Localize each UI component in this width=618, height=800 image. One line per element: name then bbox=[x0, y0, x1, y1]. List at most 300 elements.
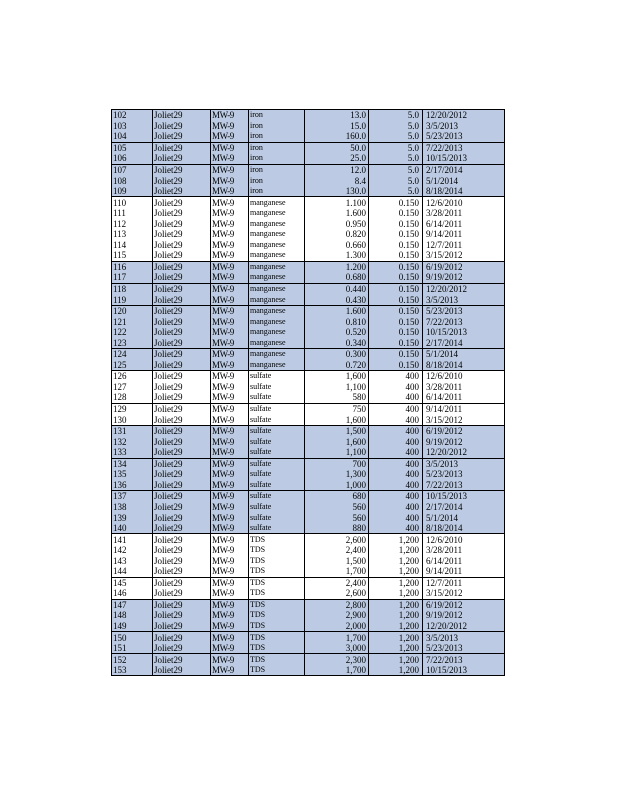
row-id-cell: 153 bbox=[112, 665, 153, 676]
standard-limit-cell: 1,200 bbox=[369, 665, 423, 676]
standard-limit-cell: 5.0 bbox=[369, 186, 423, 197]
result-value-cell: 12.0 bbox=[305, 164, 369, 175]
parameter-cell: TDS bbox=[249, 588, 305, 599]
standard-limit-cell: 0.150 bbox=[369, 360, 423, 371]
result-value-cell: 8.4 bbox=[305, 175, 369, 186]
sample-date-cell: 7/22/2013 bbox=[423, 316, 505, 327]
table-row bbox=[112, 121, 505, 132]
result-value-cell: 580 bbox=[305, 392, 369, 403]
table-row bbox=[112, 349, 505, 360]
well-cell: MW-9 bbox=[211, 337, 249, 348]
well-cell: MW-9 bbox=[211, 371, 249, 382]
sample-date-cell: 2/17/2014 bbox=[423, 337, 505, 348]
well-cell: MW-9 bbox=[211, 250, 249, 261]
parameter-cell: sulfate bbox=[249, 425, 305, 436]
result-value-cell: 15.0 bbox=[305, 121, 369, 132]
standard-limit-cell: 1,200 bbox=[369, 643, 423, 654]
standard-limit-cell: 1,200 bbox=[369, 577, 423, 588]
standard-limit-cell: 0.150 bbox=[369, 316, 423, 327]
row-id-cell: 130 bbox=[112, 414, 153, 425]
parameter-cell: sulfate bbox=[249, 469, 305, 480]
table-row bbox=[112, 164, 505, 175]
site-cell: Joliet29 bbox=[153, 425, 211, 436]
sample-date-cell: 12/7/2011 bbox=[423, 577, 505, 588]
well-cell: MW-9 bbox=[211, 480, 249, 491]
parameter-cell: TDS bbox=[249, 555, 305, 566]
result-value-cell: 0.440 bbox=[305, 283, 369, 294]
site-cell: Joliet29 bbox=[153, 250, 211, 261]
parameter-cell: sulfate bbox=[249, 502, 305, 513]
table-row bbox=[112, 502, 505, 513]
parameter-cell: manganese bbox=[249, 250, 305, 261]
table-row bbox=[112, 577, 505, 588]
standard-limit-cell: 1,200 bbox=[369, 654, 423, 665]
site-cell: Joliet29 bbox=[153, 218, 211, 229]
standard-limit-cell: 1,200 bbox=[369, 621, 423, 632]
site-cell: Joliet29 bbox=[153, 261, 211, 272]
table-row bbox=[112, 534, 505, 545]
sample-date-cell: 5/23/2013 bbox=[423, 305, 505, 316]
row-id-cell: 139 bbox=[112, 512, 153, 523]
result-value-cell: 2,400 bbox=[305, 545, 369, 556]
row-id-cell: 119 bbox=[112, 294, 153, 305]
standard-limit-cell: 0.150 bbox=[369, 208, 423, 219]
parameter-cell: sulfate bbox=[249, 447, 305, 458]
sample-date-cell: 3/5/2013 bbox=[423, 632, 505, 643]
sample-date-cell: 12/20/2012 bbox=[423, 447, 505, 458]
sample-date-cell: 3/28/2011 bbox=[423, 208, 505, 219]
site-cell: Joliet29 bbox=[153, 458, 211, 469]
row-id-cell: 103 bbox=[112, 121, 153, 132]
well-cell: MW-9 bbox=[211, 272, 249, 283]
result-value-cell: 2,400 bbox=[305, 577, 369, 588]
site-cell: Joliet29 bbox=[153, 349, 211, 360]
well-cell: MW-9 bbox=[211, 121, 249, 132]
sample-date-cell: 2/17/2014 bbox=[423, 502, 505, 513]
standard-limit-cell: 0.150 bbox=[369, 327, 423, 338]
sample-date-cell: 5/23/2013 bbox=[423, 131, 505, 142]
table-row bbox=[112, 621, 505, 632]
well-cell: MW-9 bbox=[211, 218, 249, 229]
site-cell: Joliet29 bbox=[153, 164, 211, 175]
row-id-cell: 146 bbox=[112, 588, 153, 599]
row-id-cell: 150 bbox=[112, 632, 153, 643]
sample-date-cell: 7/22/2013 bbox=[423, 654, 505, 665]
result-value-cell: 880 bbox=[305, 523, 369, 534]
site-cell: Joliet29 bbox=[153, 534, 211, 545]
well-cell: MW-9 bbox=[211, 447, 249, 458]
table-row bbox=[112, 327, 505, 338]
well-cell: MW-9 bbox=[211, 414, 249, 425]
sample-date-cell: 12/20/2012 bbox=[423, 283, 505, 294]
site-cell: Joliet29 bbox=[153, 131, 211, 142]
result-value-cell: 1,100 bbox=[305, 447, 369, 458]
site-cell: Joliet29 bbox=[153, 523, 211, 534]
table-row bbox=[112, 588, 505, 599]
well-cell: MW-9 bbox=[211, 643, 249, 654]
table-row bbox=[112, 250, 505, 261]
result-value-cell: 1.300 bbox=[305, 250, 369, 261]
sample-date-cell: 3/5/2013 bbox=[423, 121, 505, 132]
standard-limit-cell: 0.150 bbox=[369, 197, 423, 208]
parameter-cell: manganese bbox=[249, 305, 305, 316]
parameter-cell: manganese bbox=[249, 229, 305, 240]
sample-date-cell: 6/14/2011 bbox=[423, 555, 505, 566]
row-id-cell: 110 bbox=[112, 197, 153, 208]
site-cell: Joliet29 bbox=[153, 654, 211, 665]
standard-limit-cell: 1,200 bbox=[369, 534, 423, 545]
result-value-cell: 1,700 bbox=[305, 632, 369, 643]
table-row bbox=[112, 305, 505, 316]
standard-limit-cell: 400 bbox=[369, 371, 423, 382]
parameter-cell: sulfate bbox=[249, 512, 305, 523]
result-value-cell: 1.600 bbox=[305, 208, 369, 219]
table-row bbox=[112, 512, 505, 523]
standard-limit-cell: 400 bbox=[369, 392, 423, 403]
table-row bbox=[112, 469, 505, 480]
parameter-cell: manganese bbox=[249, 294, 305, 305]
table-row bbox=[112, 360, 505, 371]
site-cell: Joliet29 bbox=[153, 447, 211, 458]
row-id-cell: 145 bbox=[112, 577, 153, 588]
well-cell: MW-9 bbox=[211, 588, 249, 599]
standard-limit-cell: 400 bbox=[369, 447, 423, 458]
table-row bbox=[112, 491, 505, 502]
result-value-cell: 13.0 bbox=[305, 110, 369, 121]
site-cell: Joliet29 bbox=[153, 512, 211, 523]
table-row bbox=[112, 229, 505, 240]
result-value-cell: 1,300 bbox=[305, 469, 369, 480]
row-id-cell: 141 bbox=[112, 534, 153, 545]
parameter-cell: TDS bbox=[249, 599, 305, 610]
site-cell: Joliet29 bbox=[153, 545, 211, 556]
row-id-cell: 115 bbox=[112, 250, 153, 261]
result-value-cell: 2,300 bbox=[305, 654, 369, 665]
sample-date-cell: 6/19/2012 bbox=[423, 261, 505, 272]
parameter-cell: TDS bbox=[249, 654, 305, 665]
parameter-cell: manganese bbox=[249, 240, 305, 251]
sample-date-cell: 6/14/2011 bbox=[423, 392, 505, 403]
standard-limit-cell: 0.150 bbox=[369, 229, 423, 240]
well-cell: MW-9 bbox=[211, 512, 249, 523]
parameter-cell: manganese bbox=[249, 349, 305, 360]
well-cell: MW-9 bbox=[211, 305, 249, 316]
site-cell: Joliet29 bbox=[153, 610, 211, 621]
row-id-cell: 109 bbox=[112, 186, 153, 197]
well-cell: MW-9 bbox=[211, 197, 249, 208]
site-cell: Joliet29 bbox=[153, 121, 211, 132]
well-cell: MW-9 bbox=[211, 153, 249, 164]
well-cell: MW-9 bbox=[211, 491, 249, 502]
result-value-cell: 3,000 bbox=[305, 643, 369, 654]
table-row bbox=[112, 261, 505, 272]
table-row bbox=[112, 523, 505, 534]
well-cell: MW-9 bbox=[211, 610, 249, 621]
standard-limit-cell: 400 bbox=[369, 425, 423, 436]
parameter-cell: iron bbox=[249, 164, 305, 175]
row-id-cell: 106 bbox=[112, 153, 153, 164]
table-row bbox=[112, 283, 505, 294]
parameter-cell: TDS bbox=[249, 534, 305, 545]
result-value-cell: 1.600 bbox=[305, 305, 369, 316]
result-value-cell: 160.0 bbox=[305, 131, 369, 142]
parameter-cell: sulfate bbox=[249, 392, 305, 403]
row-id-cell: 142 bbox=[112, 545, 153, 556]
table-row bbox=[112, 403, 505, 414]
parameter-cell: manganese bbox=[249, 261, 305, 272]
parameter-cell: sulfate bbox=[249, 414, 305, 425]
site-cell: Joliet29 bbox=[153, 229, 211, 240]
standard-limit-cell: 1,200 bbox=[369, 632, 423, 643]
site-cell: Joliet29 bbox=[153, 588, 211, 599]
standard-limit-cell: 1,200 bbox=[369, 555, 423, 566]
sample-date-cell: 9/19/2012 bbox=[423, 436, 505, 447]
well-cell: MW-9 bbox=[211, 186, 249, 197]
sample-date-cell: 8/18/2014 bbox=[423, 523, 505, 534]
sample-date-cell: 10/15/2013 bbox=[423, 491, 505, 502]
standard-limit-cell: 400 bbox=[369, 458, 423, 469]
result-value-cell: 0.520 bbox=[305, 327, 369, 338]
row-id-cell: 131 bbox=[112, 425, 153, 436]
row-id-cell: 112 bbox=[112, 218, 153, 229]
result-value-cell: 0.300 bbox=[305, 349, 369, 360]
standard-limit-cell: 5.0 bbox=[369, 142, 423, 153]
sample-date-cell: 10/15/2013 bbox=[423, 153, 505, 164]
standard-limit-cell: 1,200 bbox=[369, 566, 423, 577]
well-cell: MW-9 bbox=[211, 469, 249, 480]
site-cell: Joliet29 bbox=[153, 240, 211, 251]
result-value-cell: 0.810 bbox=[305, 316, 369, 327]
parameter-cell: manganese bbox=[249, 316, 305, 327]
result-value-cell: 1,600 bbox=[305, 371, 369, 382]
sample-date-cell: 5/1/2014 bbox=[423, 175, 505, 186]
row-id-cell: 118 bbox=[112, 283, 153, 294]
sample-date-cell: 7/22/2013 bbox=[423, 142, 505, 153]
well-cell: MW-9 bbox=[211, 555, 249, 566]
table-row bbox=[112, 414, 505, 425]
parameter-cell: sulfate bbox=[249, 523, 305, 534]
well-cell: MW-9 bbox=[211, 349, 249, 360]
row-id-cell: 140 bbox=[112, 523, 153, 534]
sample-date-cell: 6/19/2012 bbox=[423, 599, 505, 610]
well-cell: MW-9 bbox=[211, 577, 249, 588]
row-id-cell: 129 bbox=[112, 403, 153, 414]
table-row bbox=[112, 110, 505, 121]
table-row bbox=[112, 316, 505, 327]
table-row bbox=[112, 153, 505, 164]
row-id-cell: 114 bbox=[112, 240, 153, 251]
result-value-cell: 1.100 bbox=[305, 197, 369, 208]
site-cell: Joliet29 bbox=[153, 480, 211, 491]
sample-date-cell: 9/19/2012 bbox=[423, 272, 505, 283]
site-cell: Joliet29 bbox=[153, 621, 211, 632]
table-row bbox=[112, 175, 505, 186]
row-id-cell: 144 bbox=[112, 566, 153, 577]
well-cell: MW-9 bbox=[211, 458, 249, 469]
table-row bbox=[112, 447, 505, 458]
result-value-cell: 1.200 bbox=[305, 261, 369, 272]
parameter-cell: manganese bbox=[249, 360, 305, 371]
well-cell: MW-9 bbox=[211, 175, 249, 186]
well-cell: MW-9 bbox=[211, 621, 249, 632]
standard-limit-cell: 5.0 bbox=[369, 153, 423, 164]
row-id-cell: 151 bbox=[112, 643, 153, 654]
standard-limit-cell: 0.150 bbox=[369, 294, 423, 305]
standard-limit-cell: 0.150 bbox=[369, 261, 423, 272]
table-row bbox=[112, 480, 505, 491]
row-id-cell: 134 bbox=[112, 458, 153, 469]
table-row bbox=[112, 186, 505, 197]
parameter-cell: iron bbox=[249, 142, 305, 153]
result-value-cell: 560 bbox=[305, 512, 369, 523]
standard-limit-cell: 400 bbox=[369, 512, 423, 523]
standard-limit-cell: 400 bbox=[369, 523, 423, 534]
sample-date-cell: 9/14/2011 bbox=[423, 403, 505, 414]
sample-date-cell: 3/5/2013 bbox=[423, 458, 505, 469]
parameter-cell: sulfate bbox=[249, 458, 305, 469]
row-id-cell: 121 bbox=[112, 316, 153, 327]
site-cell: Joliet29 bbox=[153, 599, 211, 610]
table-row bbox=[112, 566, 505, 577]
standard-limit-cell: 1,200 bbox=[369, 599, 423, 610]
sample-date-cell: 5/23/2013 bbox=[423, 643, 505, 654]
standard-limit-cell: 1,200 bbox=[369, 545, 423, 556]
parameter-cell: TDS bbox=[249, 665, 305, 676]
table-row bbox=[112, 272, 505, 283]
site-cell: Joliet29 bbox=[153, 360, 211, 371]
standard-limit-cell: 5.0 bbox=[369, 164, 423, 175]
parameter-cell: iron bbox=[249, 121, 305, 132]
result-value-cell: 2,000 bbox=[305, 621, 369, 632]
standard-limit-cell: 0.150 bbox=[369, 349, 423, 360]
sample-date-cell: 12/20/2012 bbox=[423, 621, 505, 632]
sample-date-cell: 5/1/2014 bbox=[423, 349, 505, 360]
table-row bbox=[112, 392, 505, 403]
standard-limit-cell: 5.0 bbox=[369, 121, 423, 132]
parameter-cell: sulfate bbox=[249, 382, 305, 393]
sample-date-cell: 10/15/2013 bbox=[423, 665, 505, 676]
site-cell: Joliet29 bbox=[153, 208, 211, 219]
row-id-cell: 126 bbox=[112, 371, 153, 382]
well-cell: MW-9 bbox=[211, 632, 249, 643]
result-value-cell: 0.950 bbox=[305, 218, 369, 229]
result-value-cell: 0.430 bbox=[305, 294, 369, 305]
table-row bbox=[112, 632, 505, 643]
table-row bbox=[112, 436, 505, 447]
result-value-cell: 0.820 bbox=[305, 229, 369, 240]
row-id-cell: 137 bbox=[112, 491, 153, 502]
result-value-cell: 1,000 bbox=[305, 480, 369, 491]
row-id-cell: 136 bbox=[112, 480, 153, 491]
sample-date-cell: 3/15/2012 bbox=[423, 414, 505, 425]
parameter-cell: manganese bbox=[249, 218, 305, 229]
row-id-cell: 132 bbox=[112, 436, 153, 447]
well-cell: MW-9 bbox=[211, 142, 249, 153]
table-row bbox=[112, 654, 505, 665]
sample-date-cell: 12/6/2010 bbox=[423, 534, 505, 545]
result-value-cell: 2,600 bbox=[305, 588, 369, 599]
site-cell: Joliet29 bbox=[153, 153, 211, 164]
parameter-cell: manganese bbox=[249, 283, 305, 294]
sample-date-cell: 9/19/2012 bbox=[423, 610, 505, 621]
row-id-cell: 152 bbox=[112, 654, 153, 665]
standard-limit-cell: 400 bbox=[369, 469, 423, 480]
result-value-cell: 680 bbox=[305, 491, 369, 502]
standard-limit-cell: 5.0 bbox=[369, 110, 423, 121]
standard-limit-cell: 400 bbox=[369, 491, 423, 502]
standard-limit-cell: 400 bbox=[369, 436, 423, 447]
well-cell: MW-9 bbox=[211, 566, 249, 577]
well-cell: MW-9 bbox=[211, 502, 249, 513]
table-row bbox=[112, 599, 505, 610]
sample-date-cell: 3/15/2012 bbox=[423, 250, 505, 261]
result-value-cell: 1,500 bbox=[305, 425, 369, 436]
site-cell: Joliet29 bbox=[153, 294, 211, 305]
parameter-cell: sulfate bbox=[249, 436, 305, 447]
well-cell: MW-9 bbox=[211, 240, 249, 251]
standard-limit-cell: 0.150 bbox=[369, 305, 423, 316]
parameter-cell: iron bbox=[249, 153, 305, 164]
parameter-cell: sulfate bbox=[249, 491, 305, 502]
standard-limit-cell: 0.150 bbox=[369, 337, 423, 348]
parameter-cell: TDS bbox=[249, 621, 305, 632]
site-cell: Joliet29 bbox=[153, 283, 211, 294]
row-id-cell: 111 bbox=[112, 208, 153, 219]
table-row bbox=[112, 610, 505, 621]
site-cell: Joliet29 bbox=[153, 566, 211, 577]
table-row bbox=[112, 337, 505, 348]
site-cell: Joliet29 bbox=[153, 577, 211, 588]
site-cell: Joliet29 bbox=[153, 665, 211, 676]
standard-limit-cell: 0.150 bbox=[369, 218, 423, 229]
site-cell: Joliet29 bbox=[153, 491, 211, 502]
well-cell: MW-9 bbox=[211, 436, 249, 447]
standard-limit-cell: 400 bbox=[369, 480, 423, 491]
result-value-cell: 2,600 bbox=[305, 534, 369, 545]
sample-date-cell: 3/15/2012 bbox=[423, 588, 505, 599]
result-value-cell: 1,700 bbox=[305, 665, 369, 676]
well-cell: MW-9 bbox=[211, 164, 249, 175]
monitoring-data-table bbox=[111, 109, 505, 676]
result-value-cell: 0.680 bbox=[305, 272, 369, 283]
sample-date-cell: 3/5/2013 bbox=[423, 294, 505, 305]
table-row bbox=[112, 294, 505, 305]
standard-limit-cell: 1,200 bbox=[369, 610, 423, 621]
parameter-cell: manganese bbox=[249, 208, 305, 219]
table-row bbox=[112, 218, 505, 229]
well-cell: MW-9 bbox=[211, 425, 249, 436]
row-id-cell: 107 bbox=[112, 164, 153, 175]
site-cell: Joliet29 bbox=[153, 371, 211, 382]
parameter-cell: TDS bbox=[249, 643, 305, 654]
result-value-cell: 1,100 bbox=[305, 382, 369, 393]
sample-date-cell: 9/14/2011 bbox=[423, 229, 505, 240]
table-row bbox=[112, 240, 505, 251]
site-cell: Joliet29 bbox=[153, 186, 211, 197]
well-cell: MW-9 bbox=[211, 392, 249, 403]
result-value-cell: 2,800 bbox=[305, 599, 369, 610]
table-row bbox=[112, 643, 505, 654]
table-body bbox=[112, 110, 505, 676]
result-value-cell: 700 bbox=[305, 458, 369, 469]
site-cell: Joliet29 bbox=[153, 643, 211, 654]
parameter-cell: TDS bbox=[249, 610, 305, 621]
table-row bbox=[112, 208, 505, 219]
well-cell: MW-9 bbox=[211, 360, 249, 371]
sample-date-cell: 3/28/2011 bbox=[423, 545, 505, 556]
result-value-cell: 50.0 bbox=[305, 142, 369, 153]
parameter-cell: sulfate bbox=[249, 403, 305, 414]
